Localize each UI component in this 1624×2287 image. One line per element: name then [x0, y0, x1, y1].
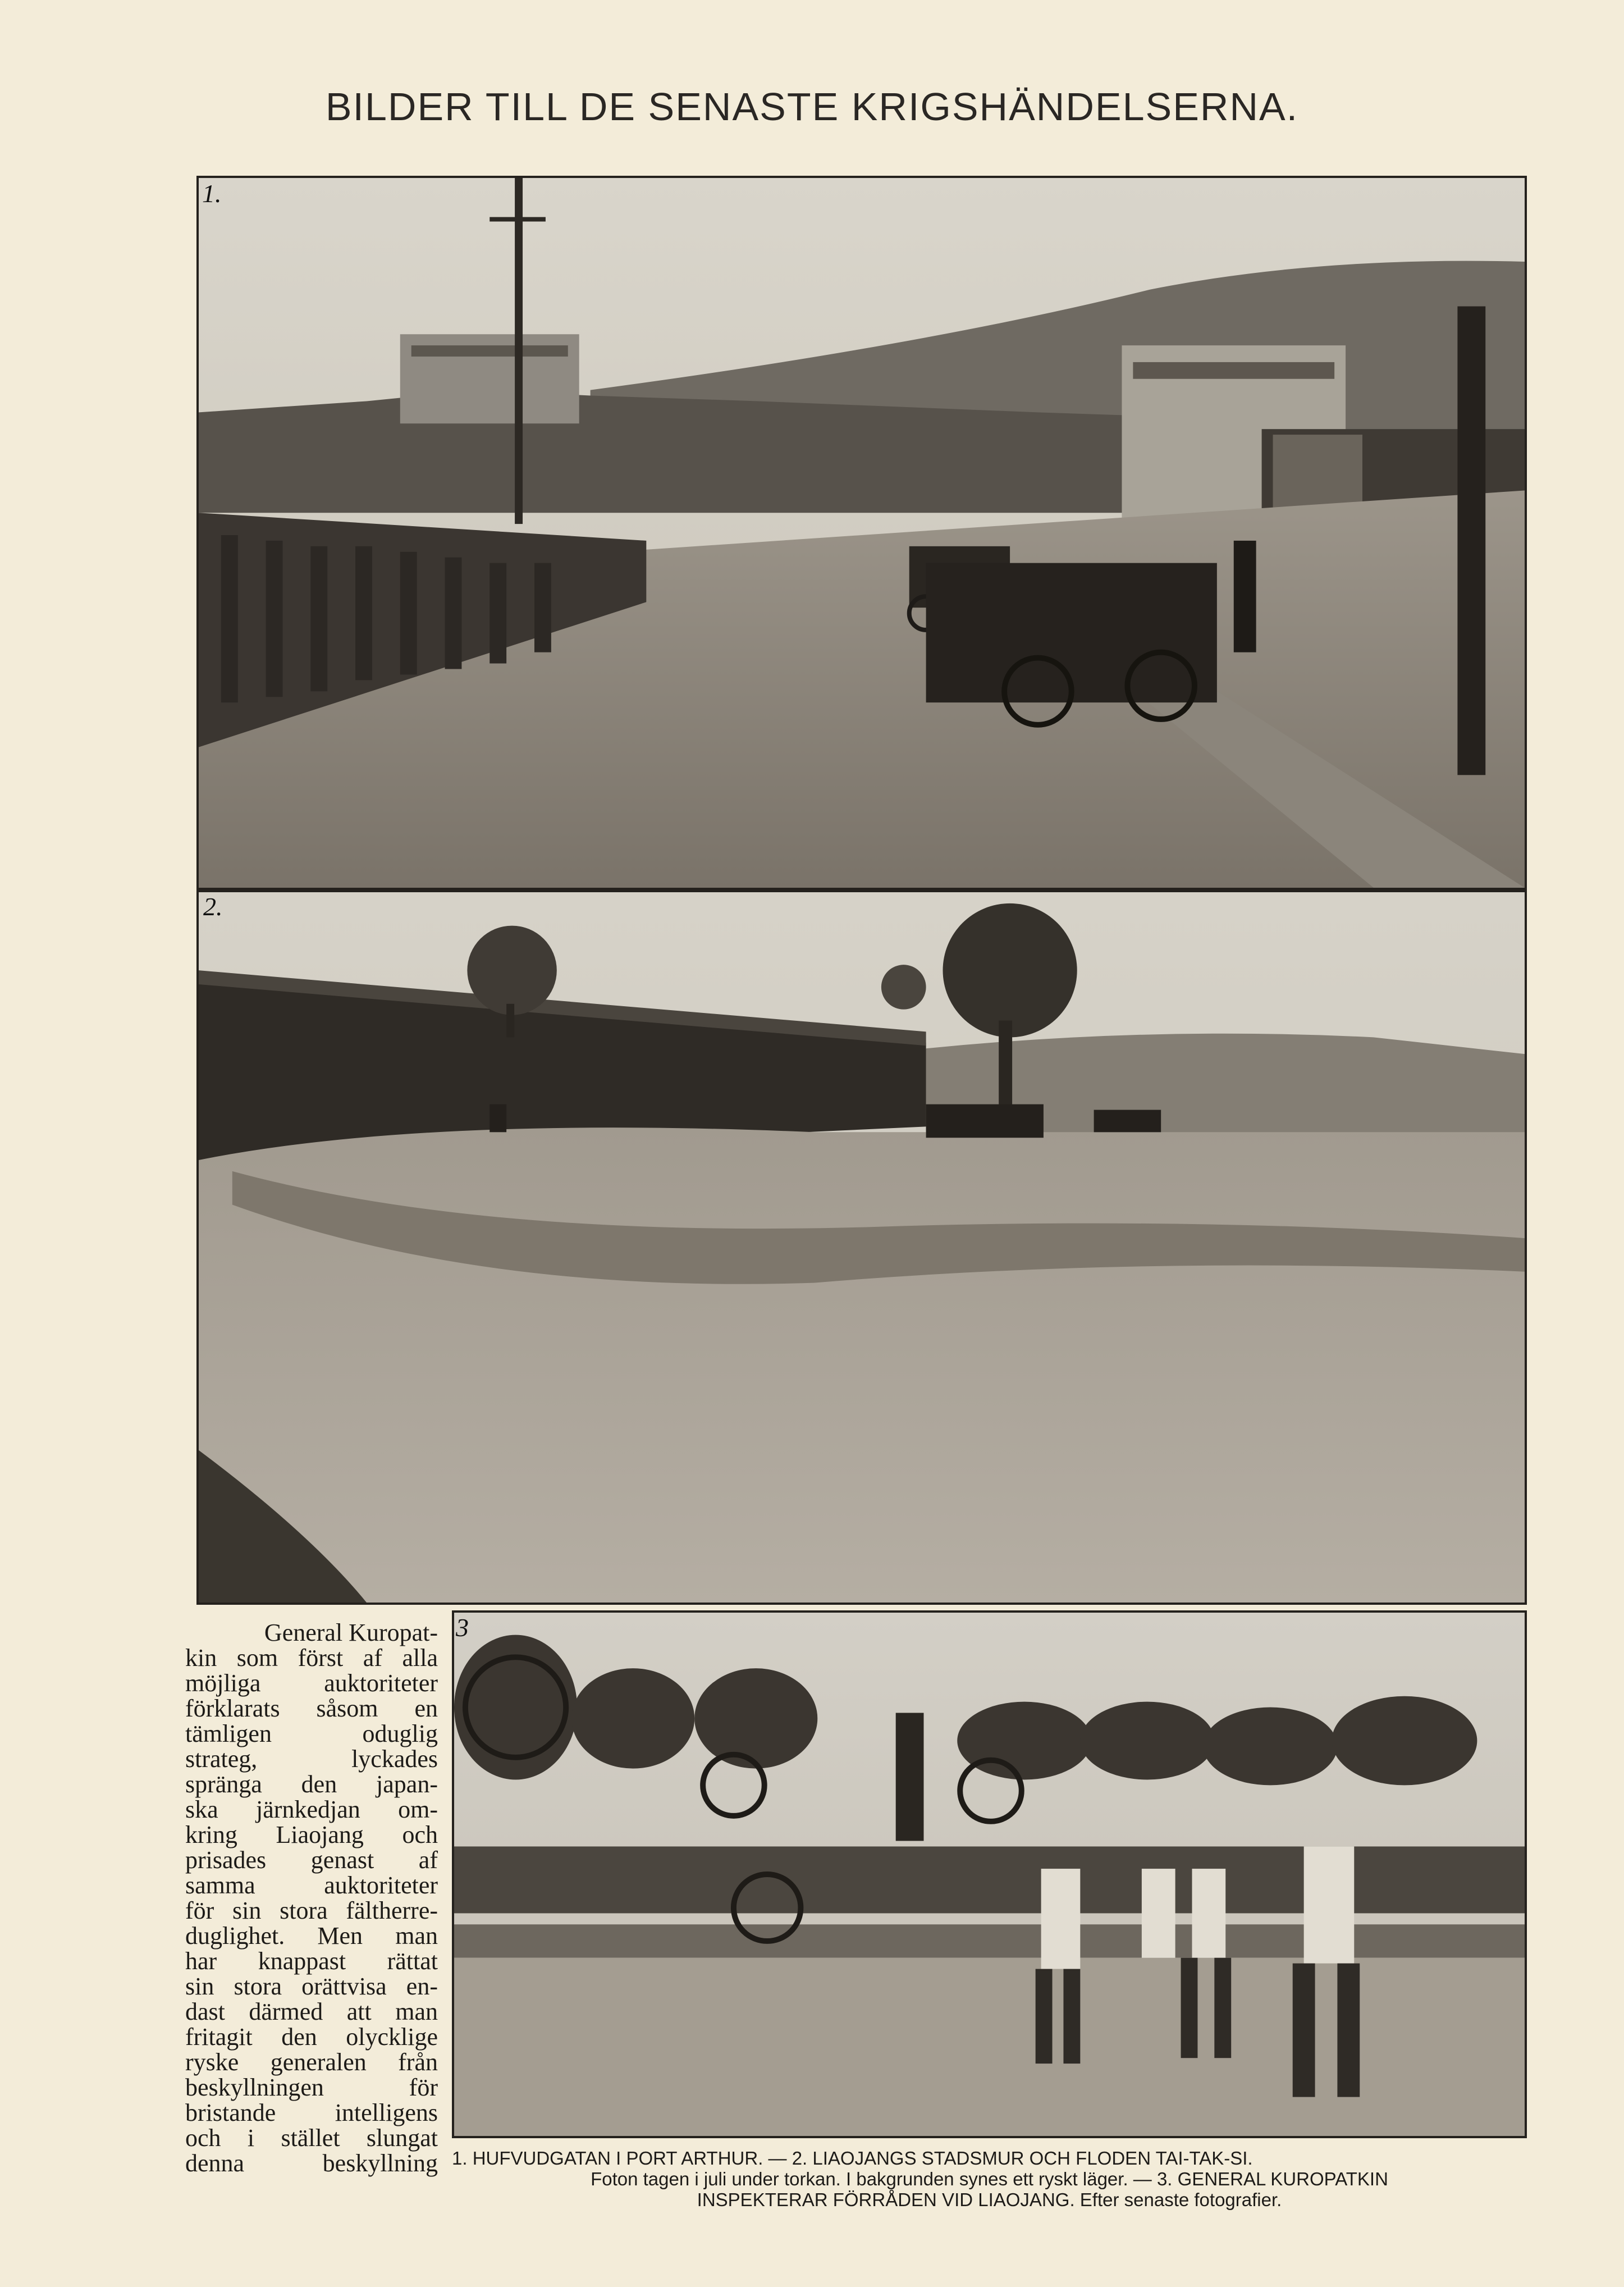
city-wall-river-photo	[199, 892, 1525, 1603]
article-line: möjliga auktoriteter	[185, 1669, 438, 1697]
photo-number-1: 1.	[202, 179, 222, 208]
article-line: prisades genast af	[185, 1846, 438, 1874]
article-line: strateg, lyckades	[185, 1745, 438, 1773]
article-line: kring Liaojang och	[185, 1821, 438, 1848]
photo-city-wall	[196, 890, 1527, 1605]
article-line: ryske generalen från	[185, 2048, 438, 2076]
caption-line-2: Foton tagen i juli under torkan. I bakgrunden synes ett ryskt läger. — 3. GENERAL KUROPATKIN	[591, 2169, 1388, 2189]
article-line: för sin stora fältherre-	[185, 1897, 438, 1924]
article-text	[185, 1620, 438, 2176]
article-line: har knappast rättat	[185, 1947, 438, 1975]
article-line: beskyllningen för	[185, 2074, 438, 2101]
photo-main-street	[196, 176, 1527, 890]
article-line: samma auktoriteter	[185, 1871, 438, 1899]
article-line: denna beskyllning	[185, 2149, 438, 2177]
caption-line-3: INSPEKTERAR FÖRRÅDEN VID LIAOJANG. Efter senaste fotografier.	[697, 2189, 1282, 2210]
article-line: General Kuropat-	[264, 1619, 438, 1646]
street-scene-photo	[199, 178, 1525, 888]
article-line: förklarats såsom en	[185, 1695, 438, 1722]
photo-caption	[452, 2148, 1527, 2210]
photo-number-2: 2.	[203, 892, 223, 921]
article-line: duglighet. Men man	[185, 1922, 438, 1950]
photo-number-3: 3	[456, 1613, 469, 1642]
article-line: kin som först af alla	[185, 1644, 438, 1672]
article-line: fritagit den olycklige	[185, 2023, 438, 2051]
article-line: och i stället slungat	[185, 2124, 438, 2152]
supply-wagons-inspection-photo	[454, 1613, 1525, 2136]
article-line: dast därmed att man	[185, 1998, 438, 2025]
article-line: bristande intelligens	[185, 2099, 438, 2126]
photo-supply-inspection	[452, 1610, 1527, 2138]
article-line: tämligen oduglig	[185, 1720, 438, 1747]
article-line: ska järnkedjan om-	[185, 1796, 438, 1823]
caption-line-1: 1. HUFVUDGATAN I PORT ARTHUR. — 2. LIAOJANGS STADSMUR OCH FLODEN TAI-TAK-SI.	[452, 2148, 1253, 2169]
article-line: spränga den japan-	[185, 1770, 438, 1798]
article-line: sin stora orättvisa en-	[185, 1973, 438, 2000]
page-title: BILDER TILL DE SENASTE KRIGSHÄNDELSERNA.	[325, 85, 1299, 129]
